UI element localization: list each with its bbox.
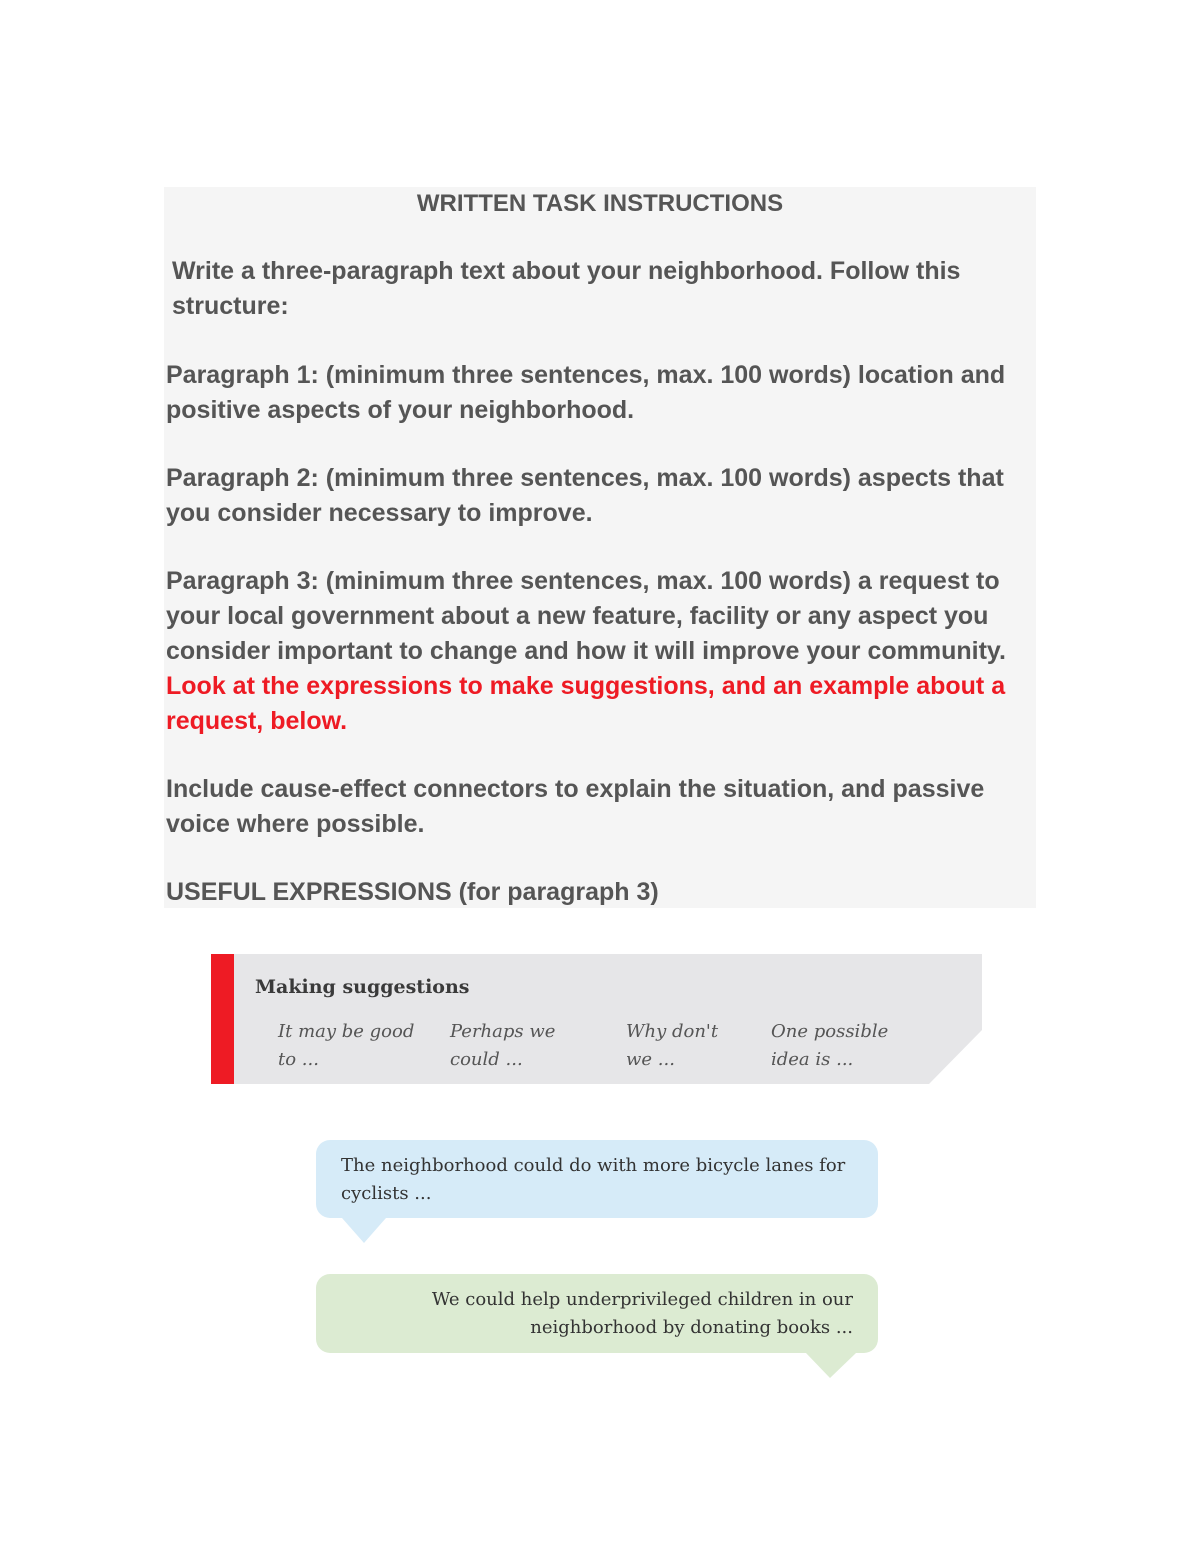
paragraph-3-highlight: Look at the expressions to make suggestions, and an example about a request, below. bbox=[166, 672, 1006, 735]
suggestion-phrase: It may be good to ... bbox=[278, 1021, 415, 1070]
example-bubble-text: We could help underprivileged children in our neighborhood by donating books ... bbox=[431, 1289, 853, 1338]
instructions-heading: WRITTEN TASK INSTRUCTIONS bbox=[416, 190, 784, 217]
paragraph-2-instruction: Paragraph 2: (minimum three sentences, max. 100 words) aspects that you consider necessary to improve. bbox=[166, 464, 1004, 527]
intro-paragraph: Write a three-paragraph text about your neighborhood. Follow this structure: bbox=[172, 257, 961, 320]
making-suggestions-box bbox=[211, 954, 982, 1084]
suggestion-phrase: Why don't we ... bbox=[626, 1021, 719, 1070]
example-bubble-text: The neighborhood could do with more bicycle lanes for cyclists ... bbox=[341, 1155, 846, 1204]
paragraph-3-text: Paragraph 3: (minimum three sentences, max. 100 words) a request to your local government about a new feature, facility or any aspect you consider important to change and how it will improve your community. bbox=[166, 567, 1006, 665]
connectors-note: Include cause-effect connectors to explain the situation, and passive voice where possible. bbox=[166, 775, 985, 838]
useful-expressions-heading bbox=[166, 875, 1034, 910]
suggestion-phrase: One possible idea is ... bbox=[771, 1021, 889, 1070]
red-accent-bar bbox=[211, 954, 234, 1084]
suggestion-phrase: Perhaps we could ... bbox=[450, 1021, 556, 1070]
paragraph-3-instruction bbox=[166, 564, 1034, 739]
suggestions-title: Making suggestions bbox=[255, 976, 470, 998]
example-speech-bubble-green bbox=[316, 1274, 878, 1380]
instructions-panel bbox=[164, 187, 1036, 908]
useful-expressions-note: (for paragraph 3) bbox=[458, 878, 659, 906]
example-speech-bubble-blue bbox=[316, 1140, 878, 1245]
useful-expressions-label: USEFUL EXPRESSIONS bbox=[166, 878, 452, 906]
paragraph-1-instruction: Paragraph 1: (minimum three sentences, max. 100 words) location and positive aspects of your neighborhood. bbox=[166, 361, 1006, 424]
